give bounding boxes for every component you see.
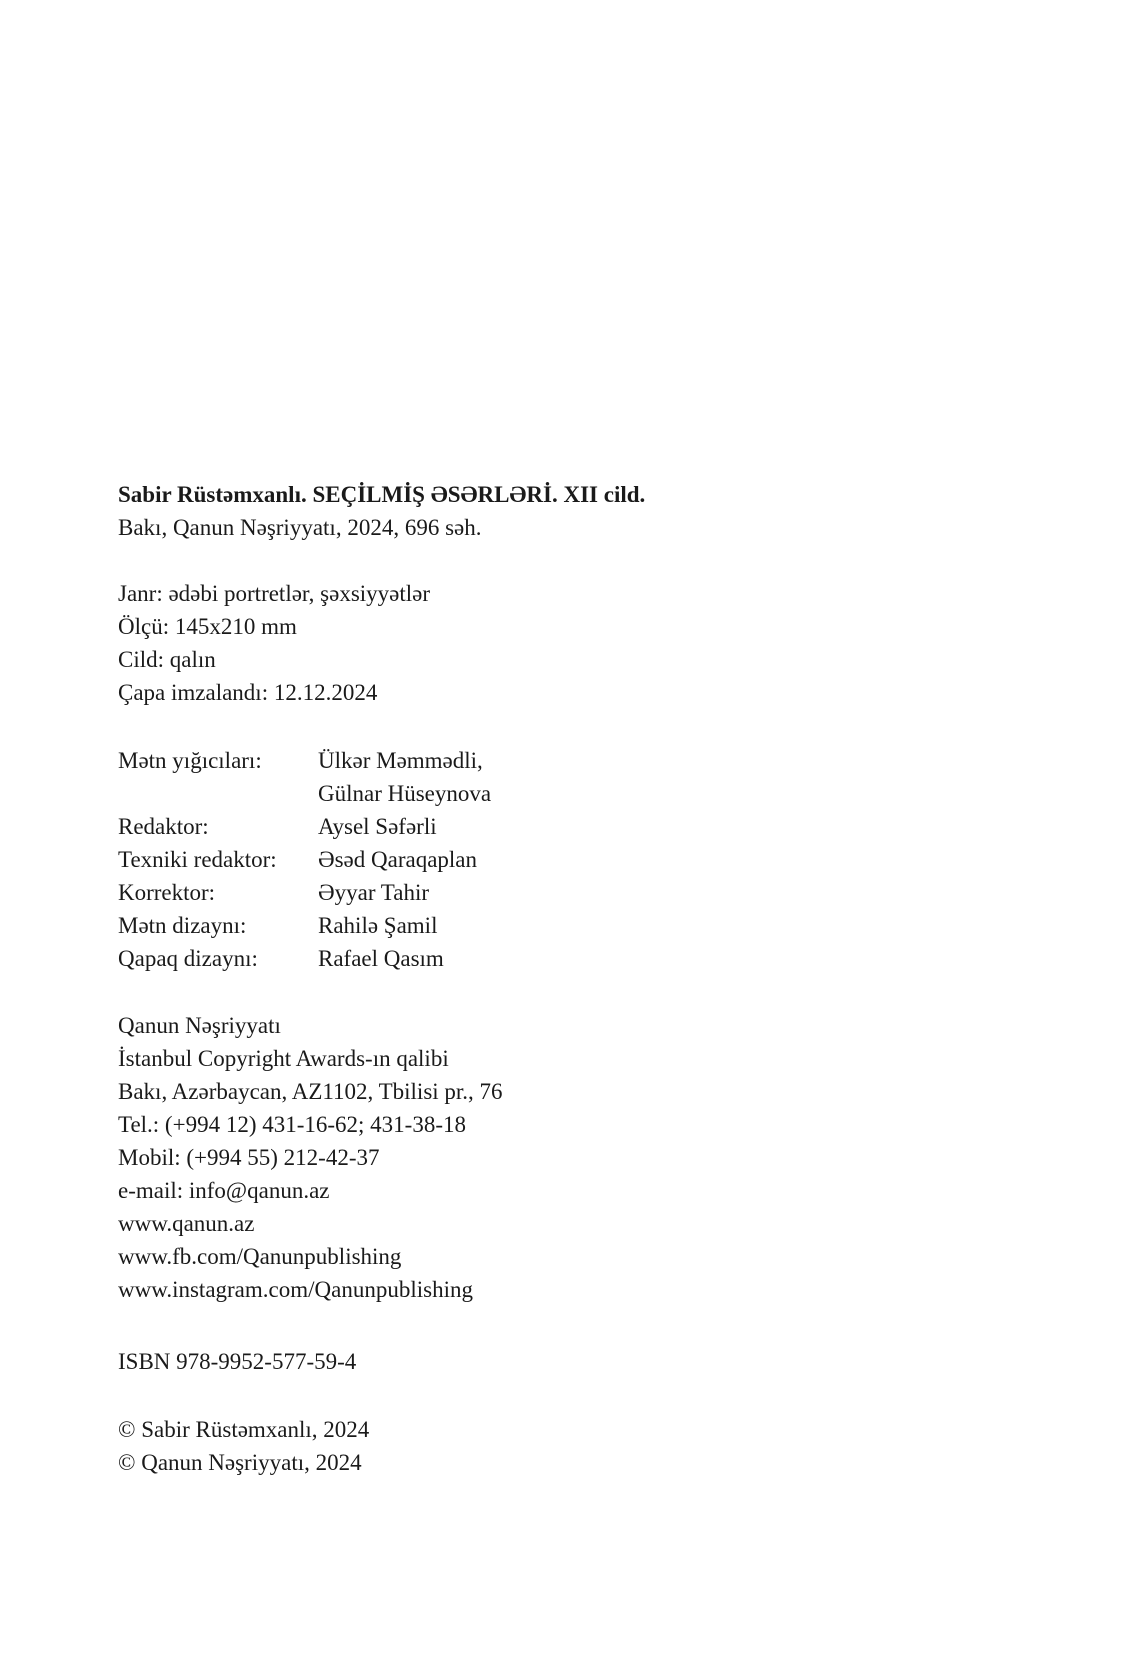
publisher-website: www.qanun.az [118,1211,255,1236]
spec-print-date: Çapa imzalandı: 12.12.2024 [118,680,378,705]
publisher-instagram: www.instagram.com/Qanunpublishing [118,1277,473,1302]
credit-name: Rahilə Şamil [318,913,438,938]
isbn-block [118,1345,1018,1378]
credit-row [118,909,1018,942]
credit-role: Qapaq dizaynı: [118,946,258,971]
credit-name: Əyyar Tahir [318,880,430,905]
publisher-facebook: www.fb.com/Qanunpublishing [118,1244,402,1269]
credit-row [118,843,1018,876]
credit-name: Aysel Səfərli [318,814,437,839]
publisher-address: Bakı, Azərbaycan, AZ1102, Tbilisi pr., 76 [118,1079,503,1104]
credit-role: Korrektor: [118,880,216,905]
credit-role: Mətn yığıcıları: [118,748,262,773]
publisher-phone: Tel.: (+994 12) 431-16-62; 431-38-18 [118,1112,466,1137]
credit-row [118,942,1018,975]
book-title: Sabir Rüstəmxanlı. SEÇİLMİŞ ƏSƏRLƏRİ. XII cild. [118,482,646,507]
credit-role [118,777,318,810]
credit-name: Gülnar Hüseynova [318,781,492,806]
credit-row [118,876,1018,909]
spec-size: Ölçü: 145x210 mm [118,614,297,639]
credit-role: Redaktor: [118,814,209,839]
copyright-author: © Sabir Rüstəmxanlı, 2024 [118,1417,370,1442]
copyright-block [118,1413,1018,1479]
credit-name: Ülkər Məmmədli, [318,748,483,773]
credit-role: Mətn dizaynı: [118,913,247,938]
publisher-award: İstanbul Copyright Awards-ın qalibi [118,1046,449,1071]
spec-genre: Janr: ədəbi portretlər, şəxsiyyətlər [118,581,431,606]
credit-role: Texniki redaktor: [118,847,277,872]
imprint-line: Bakı, Qanun Nəşriyyatı, 2024, 696 səh. [118,515,482,540]
publisher-mobile: Mobil: (+994 55) 212-42-37 [118,1145,380,1170]
publisher-email: e-mail: info@qanun.az [118,1178,330,1203]
title-block [118,478,1018,544]
copyright-publisher: © Qanun Nəşriyyatı, 2024 [118,1450,362,1475]
specs-block [118,577,1018,709]
credit-row [118,810,1018,843]
isbn: ISBN 978-9952-577-59-4 [118,1349,357,1374]
credit-name: Əsəd Qaraqaplan [318,847,478,872]
spec-binding: Cild: qalın [118,647,216,672]
publisher-block [118,1009,1018,1306]
credit-row [118,744,1018,777]
credit-name: Rafael Qasım [318,946,444,971]
credit-row [118,777,1018,810]
credits-block [118,744,1018,975]
publisher-name: Qanun Nəşriyyatı [118,1013,281,1038]
